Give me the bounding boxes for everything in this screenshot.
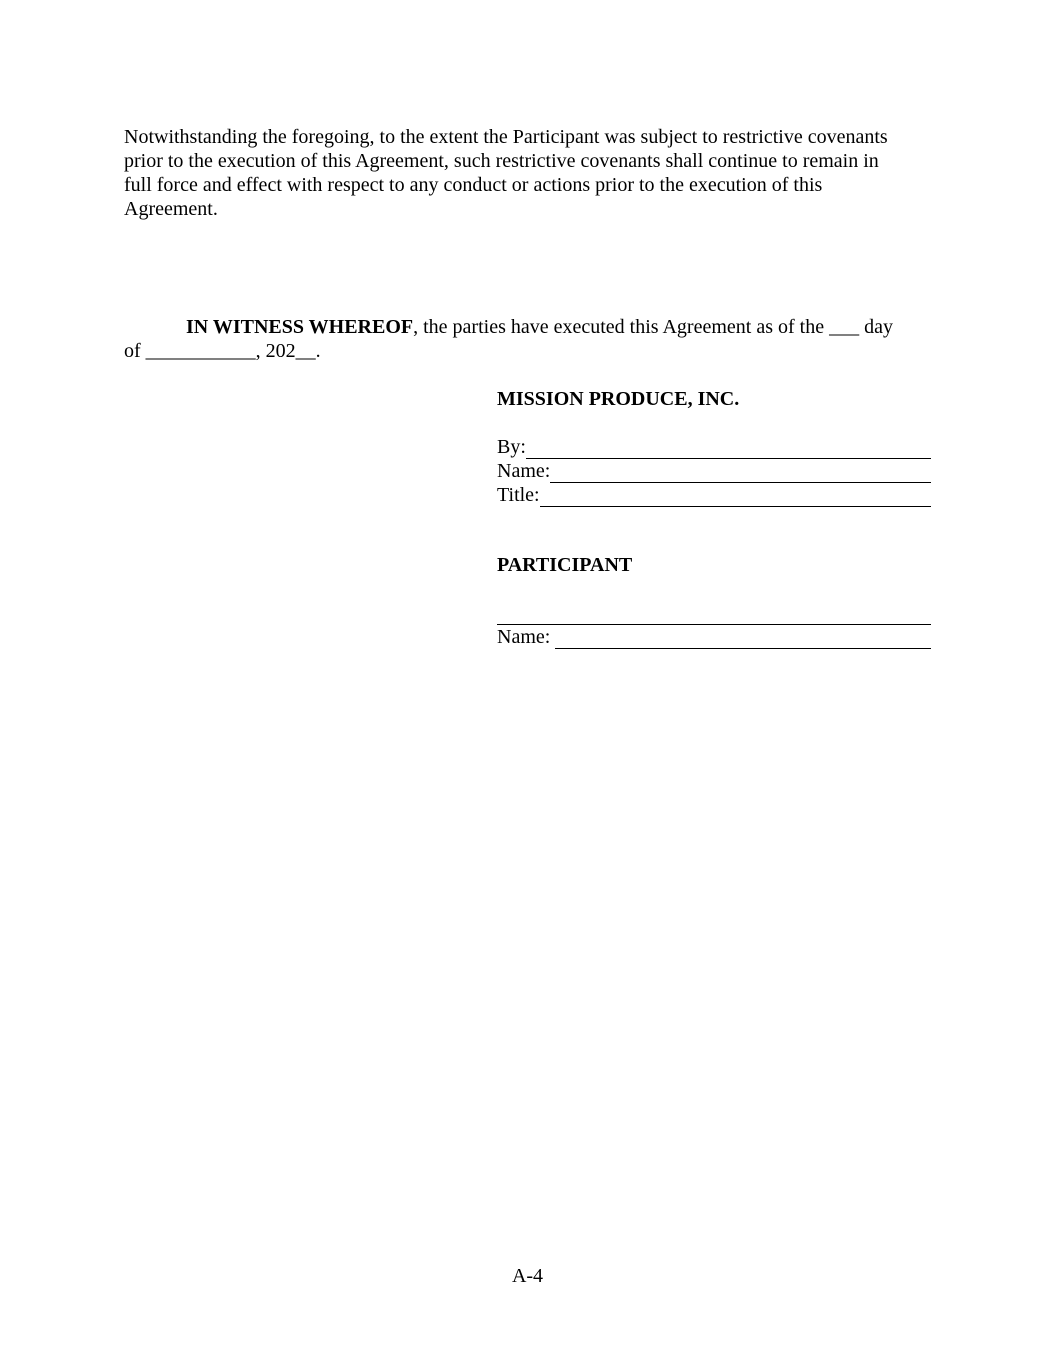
participant-name-line[interactable] [497,625,931,649]
participant-name-label: Name: [497,626,551,648]
paragraph-line: Agreement. [124,198,218,220]
company-signature-block [497,435,931,507]
participant-name-rule[interactable] [555,629,931,649]
restrictive-covenants-paragraph [124,125,924,221]
name-signature-rule[interactable] [550,463,931,483]
by-label: By: [497,436,526,458]
paragraph-line: Notwithstanding the foregoing, to the extent the Participant was subject to restrictive covenants [124,126,888,148]
witness-line-1-rest: , the parties have executed this Agreement as of the ___ day [413,316,893,338]
by-signature-rule[interactable] [526,439,931,459]
page-number: A-4 [511,1265,544,1287]
title-signature-rule[interactable] [540,487,931,507]
paragraph-line: full force and effect with respect to any conduct or actions prior to the execution of this [124,174,823,196]
company-name: MISSION PRODUCE, INC. [497,388,740,410]
participant-signature-rule[interactable] [497,605,931,625]
participant-signature-block [497,601,931,649]
witness-line-2: of ___________, 202__. [124,340,321,362]
participant-signature-line[interactable] [497,601,931,625]
name-signature-line[interactable] [497,459,931,483]
witness-clause [124,315,924,363]
by-signature-line[interactable] [497,435,931,459]
witness-line-1 [124,315,924,339]
witness-bold-lead: IN WITNESS WHEREOF [186,316,414,338]
participant-heading: PARTICIPANT [497,554,633,576]
title-label: Title: [497,484,540,506]
title-signature-line[interactable] [497,483,931,507]
paragraph-line: prior to the execution of this Agreement, such restrictive covenants shall continue to remain in [124,150,879,172]
name-label: Name: [497,460,551,482]
